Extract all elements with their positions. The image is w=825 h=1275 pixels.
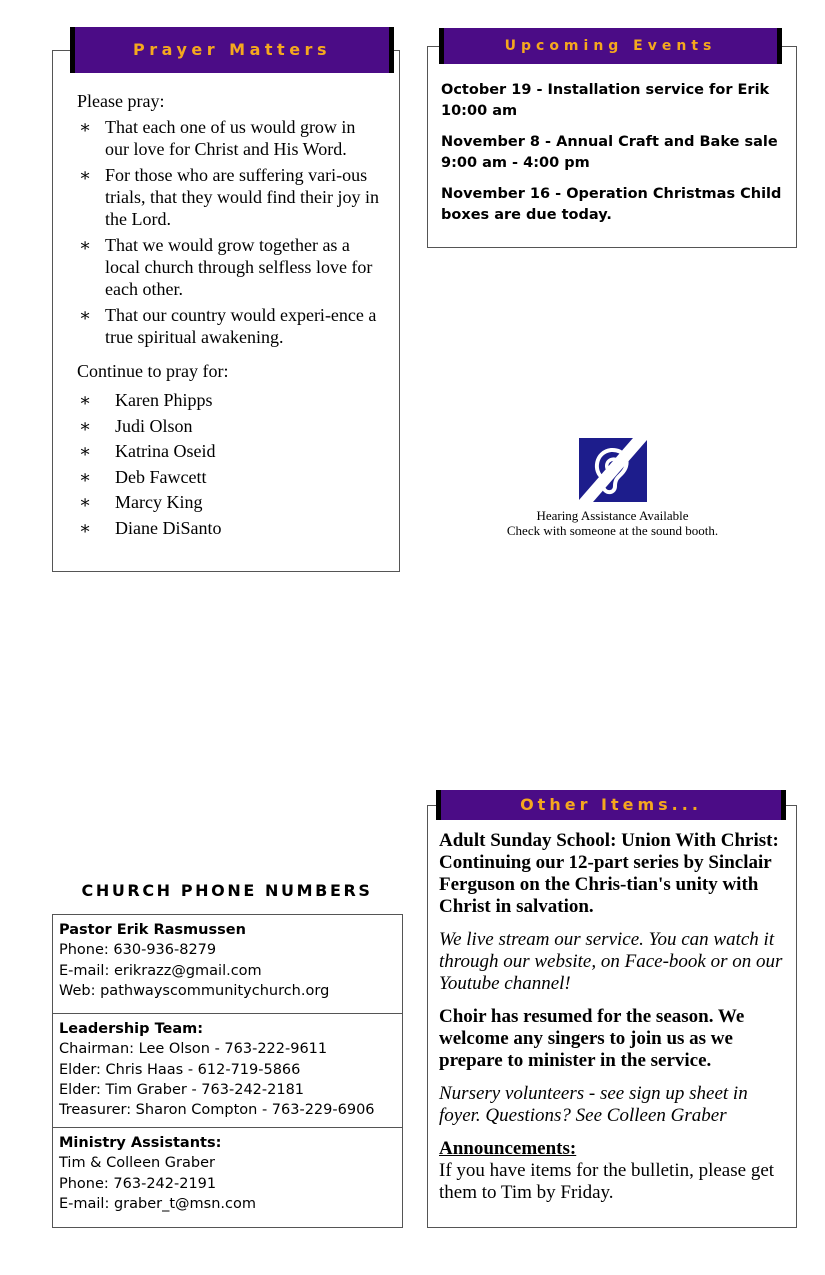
event-item: November 16 - Operation Christmas Child boxes are due today. [441,186,782,223]
prayer-name [77,414,382,440]
prayer-name [77,490,382,516]
leader-entry: Chairman: Lee Olson - 763-222-9611 [59,1041,328,1058]
bullet-icon: ∗ [79,305,92,325]
church-website: Web: pathwayscommunitychurch.org [59,982,330,999]
upcoming-events-banner: Upcoming Events [444,28,777,64]
announcements-label: Announcements: [439,1138,577,1159]
hearing-assistance-icon [579,438,647,502]
bullet-icon: ∗ [79,517,92,538]
prayer-name [77,516,382,542]
bullet-icon: ∗ [79,117,92,137]
prayer-matters-banner: Prayer Matters [75,27,389,73]
prayer-item [77,304,382,348]
prayer-name-text: Deb Fawcett [115,466,207,487]
pastor-contact-box [52,914,403,1014]
prayer-name [77,388,382,414]
prayer-name [77,439,382,465]
continue-pray-label: Continue to pray for: [77,361,229,381]
ministry-email: E-mail: graber_t@msn.com [59,1195,256,1212]
prayer-item-text: For those who are suffering vari-ous trials, that they would find their joy in the Lord. [105,165,379,229]
nursery-notice: Nursery volunteers - see sign up sheet in foyer. Questions? See Colleen Graber [439,1083,748,1126]
announcements-section [439,1138,789,1204]
sunday-school-notice: Adult Sunday School: Union With Christ: Continuing our 12-part series by Sinclair Ferguson on the Chris-tian's unity with Christ in salvation. [439,830,779,917]
choir-notice: Choir has resumed for the season. We welcome any singers to join us as we prepare to minister in the service. [439,1006,745,1071]
upcoming-events-content [441,80,786,236]
leader-entry: Treasurer: Sharon Compton - 763-229-6906 [59,1102,375,1119]
pastor-email: E-mail: erikrazz@gmail.com [59,962,262,979]
bullet-icon: ∗ [79,165,92,185]
other-items-banner: Other Items... [441,790,781,820]
ministry-heading: Ministry Assistants: [59,1135,222,1151]
prayer-item [77,164,382,230]
event-item: October 19 - Installation service for Erik 10:00 am [441,82,770,119]
leadership-team-box [52,1013,403,1128]
other-items-content [439,830,789,1204]
bullet-icon: ∗ [79,492,92,513]
bullet-icon: ∗ [79,390,92,410]
prayer-name-text: Katrina Oseid [115,441,216,462]
leadership-heading: Leadership Team: [59,1021,204,1037]
prayer-names-list [77,388,382,542]
phone-numbers-title: CHURCH PHONE NUMBERS [81,881,373,900]
prayer-name-text: Judi Olson [115,415,193,436]
hearing-line-2: Check with someone at the sound booth. [506,523,719,538]
bullet-icon: ∗ [79,466,92,487]
hearing-line-1: Hearing Assistance Available [536,508,689,523]
ministry-names: Tim & Colleen Graber [59,1155,215,1172]
prayer-matters-content [77,90,382,542]
bullet-icon: ∗ [79,415,92,436]
bullet-icon: ∗ [79,441,92,462]
announcements-text: If you have items for the bulletin, please get them to Tim by Friday. [439,1160,775,1203]
prayer-item [77,234,382,300]
livestream-notice: We live stream our service. You can watch it through our website, on Face-book or on our Youtube channel! [439,929,783,994]
prayer-name-text: Karen Phipps [115,390,213,410]
prayer-item-text: That our country would experi-ence a true spiritual awakening. [105,305,377,347]
prayer-name-text: Marcy King [115,492,203,513]
prayer-item [77,116,382,160]
prayer-item-text: That we would grow together as a local church through selfless love for each other. [105,235,373,299]
prayer-name-text: Diane DiSanto [115,517,222,538]
ministry-phone: Phone: 763-242-2191 [59,1175,217,1192]
leader-entry: Elder: Tim Graber - 763-242-2181 [59,1081,305,1098]
pastor-phone: Phone: 630-936-8279 [59,942,217,959]
pastor-name: Pastor Erik Rasmussen [59,922,246,938]
event-item: November 8 - Annual Craft and Bake sale 9:00 am - 4:00 pm [441,134,778,171]
ministry-assistants-box [52,1127,403,1228]
hearing-assistance-note [470,508,755,538]
leader-entry: Elder: Chris Haas - 612-719-5866 [59,1061,301,1078]
prayer-intro: Please pray: [77,91,165,111]
bullet-icon: ∗ [79,235,92,255]
prayer-item-text: That each one of us would grow in our love for Christ and His Word. [105,117,356,159]
prayer-name [77,465,382,491]
